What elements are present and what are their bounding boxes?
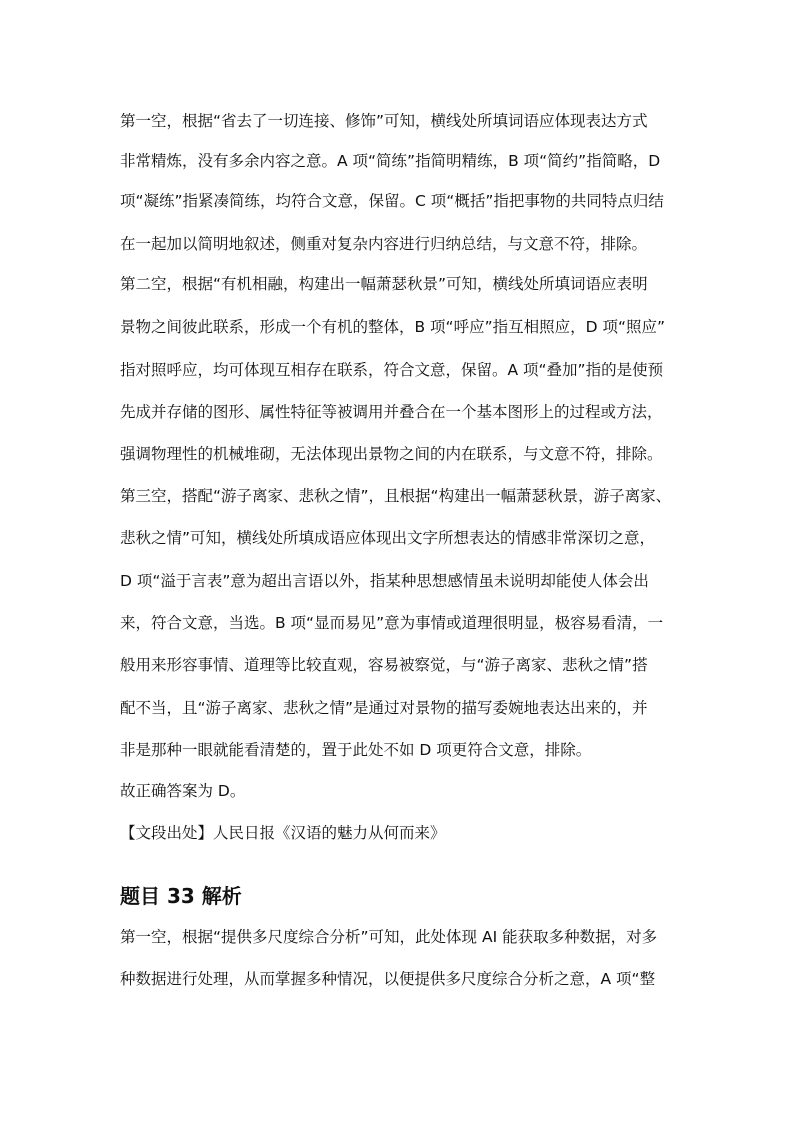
paragraph-line: 先成并存储的图形、属性特征等被调用并叠合在一个基本图形上的过程或方法， — [120, 403, 663, 421]
paragraph-line: 非是那种一眼就能看清楚的，置于此处不如 D 项更符合文意，排除。 — [120, 741, 592, 759]
section-heading: 题目 33 解析 — [120, 884, 242, 908]
paragraph-line: 种数据进行处理，从而掌握多种情况，以便提供多尺度综合分析之意，A 项“整 — [120, 970, 656, 988]
paragraph-line: 第二空，根据“有机相融，构建出一幅萧瑟秋景”可知，横线处所填词语应表明 — [120, 275, 648, 293]
paragraph-line: 般用来形容事情、道理等比较直观，容易被察觉，与“游子离家、悲秋之情”搭 — [120, 656, 648, 674]
paragraph-line: 指对照呼应，均可体现互相存在联系，符合文意，保留。A 项“叠加”指的是使预 — [120, 361, 664, 379]
paragraph-line: 项“凝练”指紧凑简练，均符合文意，保留。C 项“概括”指把事物的共同特点归结 — [120, 192, 664, 210]
paragraph-line: 悲秋之情”可知，横线处所填成语应体现出文字所想表达的情感非常深切之意， — [120, 529, 656, 547]
paragraph-line: 在一起加以简明地叙述，侧重对复杂内容进行归纳总结，与文意不符，排除。 — [120, 235, 648, 253]
paragraph-line: 景物之间彼此联系，形成一个有机的整体，B 项“呼应”指互相照应，D 项“照应” — [120, 318, 666, 336]
paragraph-line: 非常精炼，没有多余内容之意。A 项“简练”指简明精练，B 项“简约”指简略，D — [120, 152, 661, 170]
source-citation: 【文段出处】人民日报《汉语的魅力从何而来》 — [120, 824, 446, 842]
paragraph-line: 配不当，且“游子离家、悲秋之情”是通过对景物的描写委婉地表达出来的，并 — [120, 699, 648, 717]
paragraph-line: 第三空，搭配“游子离家、悲秋之情”，且根据“构建出一幅萧瑟秋景，游子离家、 — [120, 487, 672, 505]
paragraph-line: 来，符合文意，当选。B 项“显而易见”意为事情或道理很明显，极容易看清，一 — [120, 614, 664, 632]
answer-line: 故正确答案为 D。 — [120, 782, 246, 800]
paragraph-line: 第一空，根据“省去了一切连接、修饰”可知，横线处所填词语应体现表达方式 — [120, 112, 648, 130]
paragraph-line: D 项“溢于言表”意为超出言语以外，指某种思想感情虽未说明却能使人体会出 — [120, 572, 649, 590]
paragraph-line: 第一空，根据“提供多尺度综合分析”可知，此处体现 AI 能获取多种数据，对多 — [120, 928, 658, 946]
paragraph-line: 强调物理性的机械堆砌，无法体现出景物之间的内在联系，与文意不符，排除。 — [120, 445, 663, 463]
